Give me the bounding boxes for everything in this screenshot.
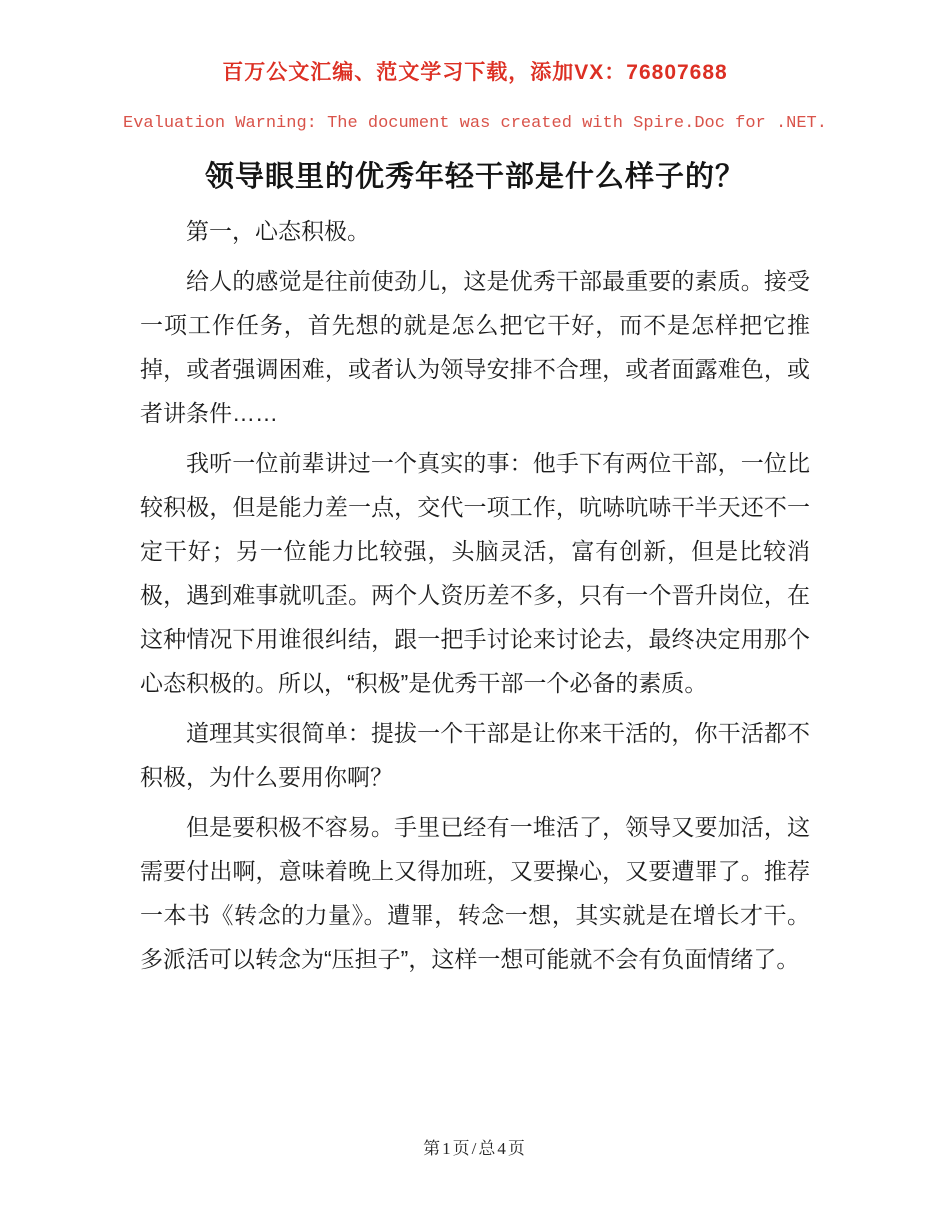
body-paragraph: 给人的感觉是往前使劲儿，这是优秀干部最重要的素质。接受一项工作任务，首先想的就是怎么把它干好，而不是怎样把它推掉，或者强调困难，或者认为领导安排不合理，或者面露难色，或者讲条件……: [140, 268, 810, 426]
document-body: [140, 209, 810, 987]
evaluation-warning-text: Evaluation Warning: The document was created with Spire.Doc for .NET.: [123, 114, 827, 133]
body-paragraph: 第一，心态积极。: [186, 218, 370, 244]
document-title: 领导眼里的优秀年轻干部是什么样子的？: [204, 161, 745, 193]
promo-banner: 百万公文汇编、范文学习下载，添加VX：76807688: [222, 61, 728, 84]
page-number-footer: 第1页/总4页: [423, 1139, 527, 1158]
body-paragraph: 但是要积极不容易。手里已经有一堆活了，领导又要加活，这需要付出啊，意味着晚上又得加班，又要操心，又要遭罪了。推荐一本书《转念的力量》。遭罪，转念一想，其实就是在增长才干。多派活可以转念为“压担子”，这样一想可能就不会有负面情绪了。: [140, 814, 810, 972]
body-paragraph: 道理其实很简单：提拔一个干部是让你来干活的，你干活都不积极，为什么要用你啊？: [140, 720, 810, 790]
body-paragraph: 我听一位前辈讲过一个真实的事：他手下有两位干部，一位比较积极，但是能力差一点，交代一项工作，吭哧吭哧干半天还不一定干好；另一位能力比较强，头脑灵活，富有创新，但是比较消极，遇到难事就叽歪。两个人资历差不多，只有一个晋升岗位，在这种情况下用谁很纠结，跟一把手讨论来讨论去，最终决定用那个心态积极的。所以，“积极”是优秀干部一个必备的素质。: [140, 450, 810, 696]
